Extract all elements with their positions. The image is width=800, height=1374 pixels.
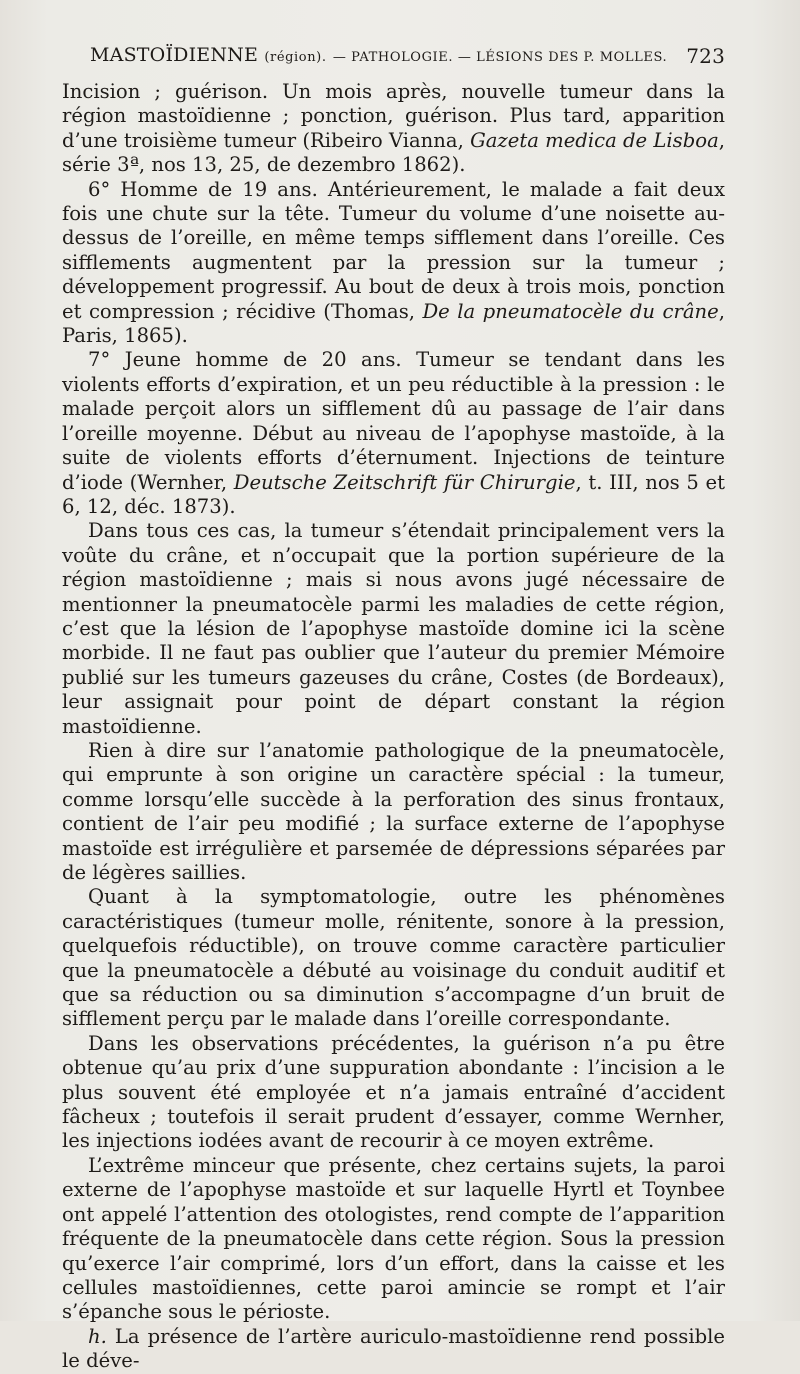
italic-text: Gazeta medica de Lisboa <box>470 128 719 152</box>
paragraph-p3 <box>62 348 725 519</box>
text-run: 7° Jeune homme de 20 ans. Tumeur se tendant dans les violents efforts d’expiration, et un peu réductible à la pression : le malade perçoit alors un sifflement dû au passage de l’air dans l’oreille moyenne. Début au niveau de l’apophyse mastoïde, à la suite de violents efforts d’éternument. Injections de teinture d’iode (Wernher, <box>62 348 725 494</box>
text-run: Incision ; guérison. Un mois après, nouvelle tumeur dans la région mastoïdienne ; ponction, guérison. Plus tard, apparition d’une troisième tumeur (Ribeiro Vianna, <box>62 80 725 152</box>
header-title-rest: — PATHOLOGIE. — LÉSIONS DES P. MOLLES. <box>332 50 668 65</box>
text-run: Dans les observations précédentes, la guérison n’a pu être obtenue qu’au prix d’une suppuration abondante : l’incision a le plus souvent été employée et n’a jamais entraîné d’accident fâcheux ; toutefois il serait prudent d’essayer, comme Wernher, les injections iodées avant de recourir à ce moyen extrême. <box>62 1031 725 1153</box>
page-number: 723 <box>686 44 725 68</box>
header-title-main: MASTOÏDIENNE <box>90 44 259 66</box>
paragraph-p6 <box>62 885 725 1031</box>
italic-text: h. <box>88 1324 107 1348</box>
italic-text: Deutsche Zeitschrift für Chirurgie <box>233 470 576 494</box>
paragraph-p1 <box>62 80 725 178</box>
header-title-region: (région). <box>264 50 327 65</box>
text-run: L’extrême minceur que présente, chez certains sujets, la paroi externe de l’apophyse mastoïde et sur laquelle Hyrtl et Toynbee ont appelé l’attention des otologistes, rend compte de l’apparition fréquente de la pneumatocèle dans cette région. Sous la pression qu’exerce l’air comprimé, lors d’un effort, dans la caisse et les cellules mastoïdiennes, cette paroi amincie se rompt et l’air s’épanche sous le périoste. <box>62 1153 725 1324</box>
text-run: Dans tous ces cas, la tumeur s’étendait principalement vers la voûte du crâne, et n’occupait que la portion supérieure de la région mastoïdienne ; mais si nous avons jugé nécessaire de mentionner la pneumatocèle parmi les maladies de cette région, c’est que la lésion de l’apophyse mastoïde domine ici la scène morbide. Il ne faut pas oublier que l’auteur du premier Mémoire publié sur les tumeurs gazeuses du crâne, Costes (de Bordeaux), leur assignait pour point de départ constant la région mastoïdienne. <box>62 519 725 738</box>
text-run: Quant à la symptomatologie, outre les phénomènes caractéristiques (tumeur molle, rénitente, sonore à la pression, quelquefois réductible), on trouve comme caractère particulier que la pneumatocèle a débuté au voisinage du conduit auditif et que sa réduction ou sa diminution s’accompagne d’un bruit de sifflement perçu par le malade dans l’oreille correspondante. <box>62 885 725 1031</box>
text-run: , série 3ª, nos 13, 25, de dezembro 1862). <box>62 128 725 177</box>
paragraph-p4 <box>62 519 725 739</box>
paragraph-p9 <box>62 1325 725 1374</box>
paragraph-p7 <box>62 1032 725 1154</box>
paragraph-p5 <box>62 739 725 885</box>
body-text <box>62 80 725 1374</box>
running-header <box>62 44 725 74</box>
text-run: 6° Homme de 19 ans. Antérieurement, le malade a fait deux fois une chute sur la tête. Tumeur du volume d’une noisette au-dessus de l’oreille, en même temps sifflement dans l’oreille. Ces sifflements augmentent par la pression sur la tumeur ; développement progressif. Au bout de deux à trois mois, ponction et compression ; récidive (Thomas, <box>62 177 725 323</box>
italic-text: De la pneumatocèle du crâne <box>422 299 719 323</box>
text-run: Rien à dire sur l’anatomie pathologique de la pneumatocèle, qui emprunte à son origine un caractère spécial : la tumeur, comme lorsqu’elle succède à la perforation des sinus frontaux, contient de l’air peu modifié ; la surface externe de l’apophyse mastoïde est irrégulière et parsemée de dépressions séparées par de légères saillies. <box>62 738 725 884</box>
header-title <box>90 44 667 66</box>
text-run: La présence de l’artère auriculo-mastoïdienne rend possible le déve- <box>62 1324 725 1373</box>
paragraph-p2 <box>62 178 725 349</box>
text-run: , Paris, 1865). <box>62 299 725 348</box>
paragraph-p8 <box>62 1154 725 1325</box>
text-run: , t. III, nos 5 et 6, 12, déc. 1873). <box>62 470 726 518</box>
